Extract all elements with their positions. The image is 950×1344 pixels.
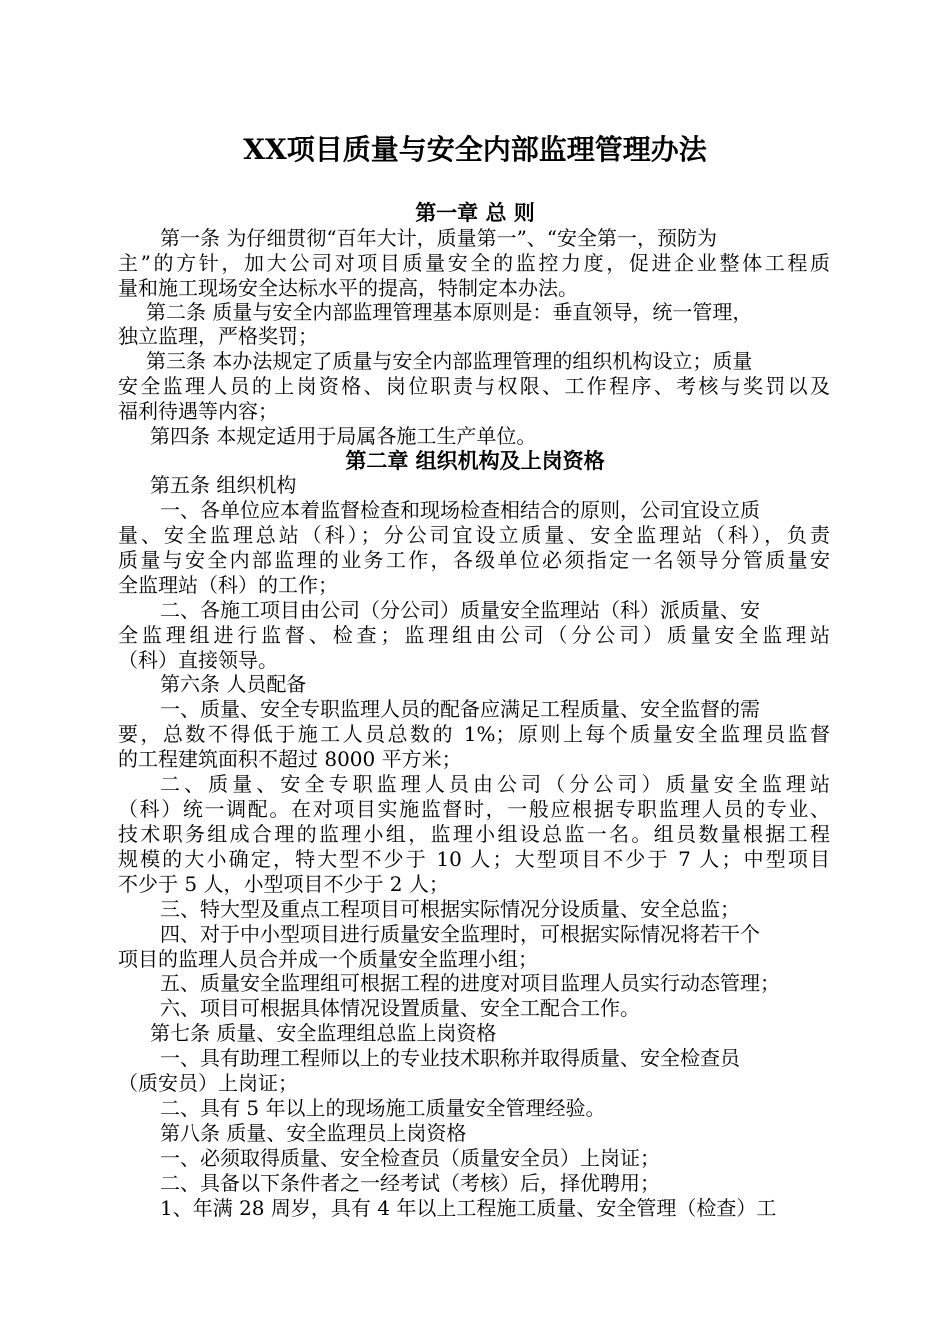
body-line: 全监理站（科）的工作； [118,573,338,597]
body-line: 第一条 为仔细贯彻“百年大计，质量第一”、“安全第一，预防为 [160,226,718,250]
body-line: 项目的监理人员合并成一个质量安全监理小组； [118,947,538,971]
body-line: 要，总数不得低于施工人员总数的 1%；原则上每个质量安全监理员监督 [118,722,830,746]
body-line: 质量与安全内部监理的业务工作，各级单位必须指定一名领导分管质量安 [118,548,830,572]
body-line: （科）统一调配。在对项目实施监督时，一般应根据专职监理人员的专业、 [118,797,830,821]
body-line: 四、对于中小型项目进行质量安全监理时，可根据实际情况将若干个 [160,922,760,946]
body-line: 福利待遇等内容； [118,399,278,423]
body-line: 第五条 组织机构 [150,473,297,497]
body-line: 第八条 质量、安全监理员上岗资格 [160,1121,467,1145]
body-line: 量和施工现场安全达标水平的提高，特制定本办法。 [118,276,578,300]
body-line: 主”的方针，加大公司对项目质量安全的监控力度，促进企业整体工程质 [118,251,830,275]
document-title: XX项目质量与安全内部监理管理办法 [243,133,707,166]
body-line: 全监理组进行监督、检查；监理组由公司（分公司）质量安全监理站 [118,623,830,647]
body-line: 量、安全监理总站（科）；分公司宜设立质量、安全监理站（科），负责 [118,523,830,547]
body-line: 第三条 本办法规定了质量与安全内部监理管理的组织机构设立；质量 [146,349,753,373]
body-line: 三、特大型及重点工程项目可根据实际情况分设质量、安全总监； [160,897,740,921]
body-line: 的工程建筑面积不超过 8000 平方米； [118,747,462,771]
body-line: 规模的大小确定，特大型不少于 10 人；大型项目不少于 7 人；中型项目 [118,847,830,871]
body-line: 技术职务组成合理的监理小组，监理小组设总监一名。组员数量根据工程 [118,822,830,846]
body-line: 一、质量、安全专职监理人员的配备应满足工程质量、安全监督的需 [160,697,760,721]
body-line: 安全监理人员的上岗资格、岗位职责与权限、工作程序、考核与奖罚以及 [118,374,830,398]
body-line: 五、质量安全监理组可根据工程的进度对项目监理人员实行动态管理； [160,971,780,995]
body-line: 第七条 质量、安全监理组总监上岗资格 [150,1021,497,1045]
body-line: 第六条 人员配备 [160,672,307,696]
body-line: 二、各施工项目由公司（分公司）质量安全监理站（科）派质量、安 [160,598,760,622]
body-line: 二、具备以下条件者之一经考试（考核）后，择优聘用； [160,1171,660,1195]
body-line: 1、年满 28 周岁，具有 4 年以上工程施工质量、安全管理（检查）工 [160,1196,777,1220]
chapter-heading: 第一章 总 则 [415,201,535,225]
body-line: 一、各单位应本着监督检查和现场检查相结合的原则，公司宜设立质 [160,498,760,522]
body-line: 第四条 本规定适用于局属各施工生产单位。 [150,424,537,448]
body-line: 二、质量、安全专职监理人员由公司（分公司）质量安全监理站 [160,772,830,796]
body-line: 二、具有 5 年以上的现场施工质量安全管理经验。 [160,1096,606,1120]
body-line: 一、具有助理工程师以上的专业技术职称并取得质量、安全检查员 [160,1046,740,1070]
body-line: 六、项目可根据具体情况设置质量、安全工配合工作。 [160,996,640,1020]
chapter-heading: 第二章 组织机构及上岗资格 [345,449,605,473]
body-line: 独立监理，严格奖罚； [118,324,318,348]
body-line: 一、必须取得质量、安全检查员（质量安全员）上岗证； [160,1146,660,1170]
body-line: 第二条 质量与安全内部监理管理基本原则是：垂直领导，统一管理， [146,300,753,324]
body-line: （科）直接领导。 [118,648,278,672]
body-line: （质安员）上岗证； [118,1071,298,1095]
body-line: 不少于 5 人，小型项目不少于 2 人； [118,872,449,896]
